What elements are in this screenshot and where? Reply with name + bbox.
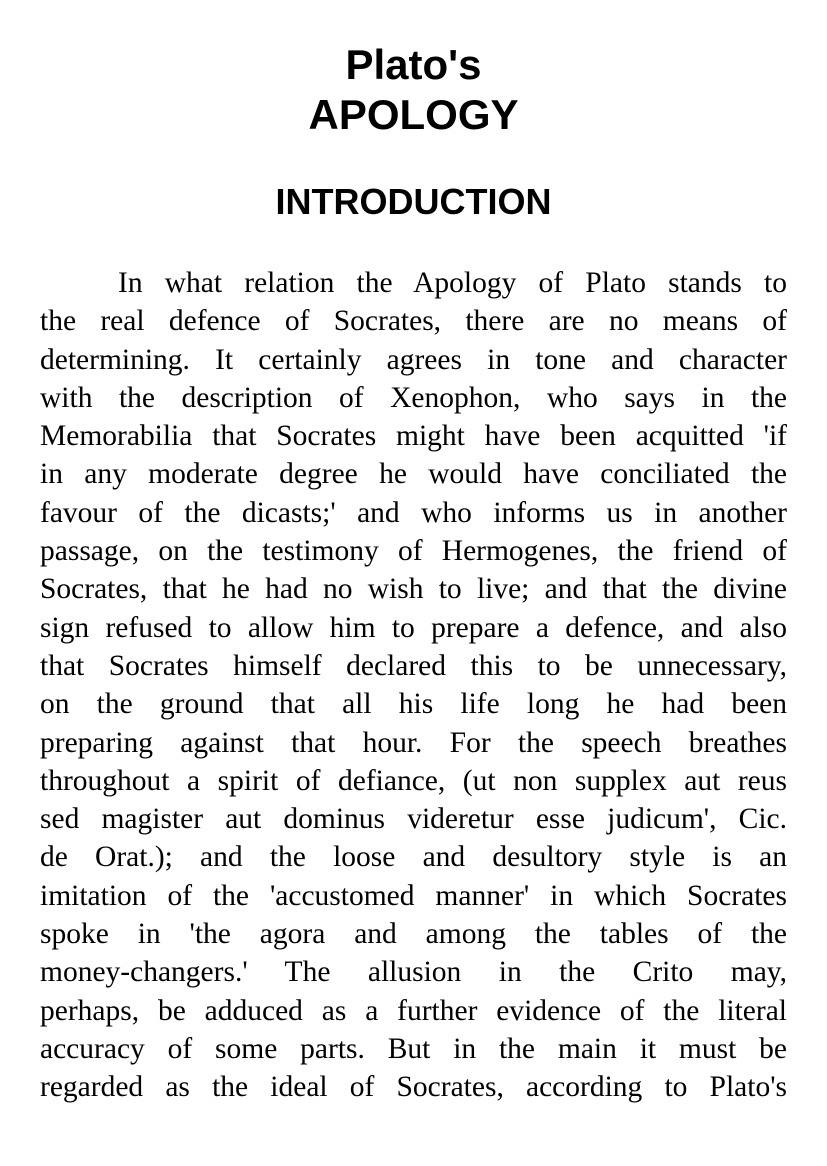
paragraph-line: preparing against that hour. For the speech breathes — [40, 726, 787, 759]
paragraph-line: Socrates, that he had no wish to live; and that the divine — [40, 573, 787, 606]
paragraph-line: sign refused to allow him to prepare a defence, and also — [40, 611, 787, 644]
paragraph-line: Memorabilia that Socrates might have been acquitted 'if — [40, 420, 787, 453]
paragraph-line: perhaps, be adduced as a further evidence of the literal — [40, 994, 787, 1027]
paragraph-line: spoke in 'the agora and among the tables of the — [40, 918, 787, 951]
paragraph-line: the real defence of Socrates, there are no means of — [40, 305, 787, 338]
paragraph-line: de Orat.); and the loose and desultory style is an — [40, 841, 787, 874]
paragraph-line: determining. It certainly agrees in tone and character — [40, 343, 787, 376]
paragraph-line: imitation of the 'accustomed manner' in which Socrates — [40, 879, 787, 912]
document-title — [0, 40, 827, 140]
paragraph-line: In what relation the Apology of Plato stands to — [118, 267, 787, 299]
introduction-paragraph — [40, 264, 787, 1107]
title-line-1: Plato's — [345, 41, 482, 88]
paragraph-line: in any moderate degree he would have conciliated the — [40, 458, 787, 491]
paragraph-line: money-changers.' The allusion in the Crito may, — [40, 956, 787, 989]
section-heading: INTRODUCTION — [275, 181, 552, 222]
paragraph-line: with the description of Xenophon, who says in the — [40, 381, 787, 414]
paragraph-line: accuracy of some parts. But in the main it must be — [40, 1032, 787, 1065]
paragraph-line: favour of the dicasts;' and who informs us in another — [40, 496, 787, 529]
paragraph-line: regarded as the ideal of Socrates, according to Plato's — [40, 1071, 787, 1104]
paragraph-line: that Socrates himself declared this to be unnecessary, — [40, 649, 787, 682]
paragraph-line: sed magister aut dominus videretur esse judicum', Cic. — [40, 803, 787, 836]
paragraph-line: passage, on the testimony of Hermogenes, the friend of — [40, 535, 787, 568]
paragraph-line: throughout a spirit of defiance, (ut non supplex aut reus — [40, 764, 787, 797]
paragraph-line: on the ground that all his life long he had been — [40, 688, 787, 721]
title-line-2: APOLOGY — [308, 91, 519, 138]
